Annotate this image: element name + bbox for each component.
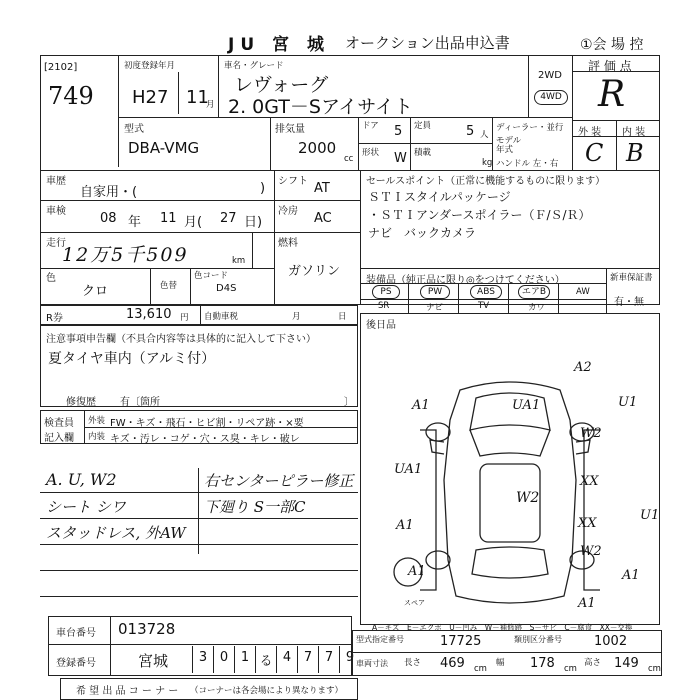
- dims-label: 車両寸法: [356, 659, 388, 668]
- equip-airbag[interactable]: エアB: [518, 285, 550, 299]
- lot-code: [2102]: [44, 62, 78, 73]
- damage-label-xx-right-2: XX: [578, 516, 597, 531]
- drive-4wd: 4WD: [534, 90, 568, 105]
- category-label: 類別区分番号: [514, 635, 562, 644]
- shift-value: AT: [314, 181, 330, 196]
- height-value: 149: [614, 656, 639, 671]
- damage-label-a1-rear: A1: [578, 596, 596, 611]
- rear-items-label: 後日品: [366, 320, 396, 331]
- sales-point-1: ＳＴＩスタイルパッケージ: [368, 190, 511, 204]
- damage-label-w2-roof: W2: [516, 490, 540, 506]
- damage-label-xx-right-1: XX: [580, 474, 599, 489]
- usage-value: 自家用・(: [80, 185, 138, 200]
- damage-label-ua1-left: UA1: [394, 462, 423, 477]
- corner-note: （コーナーは各会場により異なります）: [190, 686, 344, 696]
- sales-point-2: ・ＳＴＩアンダースポイラー（Ｆ/Ｓ/Ｒ）: [368, 208, 591, 222]
- color-code: D4S: [216, 283, 237, 294]
- inspector-int-items: キズ・汚レ・コゲ・穴・ス臭・キレ・破レ: [110, 434, 300, 445]
- vehicle-name-label: 車名・グレード: [224, 61, 284, 71]
- inspector-ext-label: 外装: [88, 416, 106, 426]
- handwritten-left-1: A. U, W2: [46, 470, 117, 489]
- reg-digit: 9: [339, 646, 360, 673]
- grade-score: R: [598, 74, 626, 115]
- length-value: 469: [440, 656, 465, 671]
- equip-leather: カワ: [528, 303, 546, 313]
- equip-pw[interactable]: PW: [420, 285, 450, 299]
- inspection-day-unit: 日): [244, 215, 263, 230]
- height-label: 高さ: [584, 658, 602, 668]
- fuel-label: 燃料: [278, 238, 298, 249]
- manual-label: 新車保証書: [610, 273, 653, 283]
- sales-point-3: ナビ バックカメラ: [368, 226, 477, 240]
- registration-digits: [192, 646, 360, 673]
- lot-number: 749: [48, 82, 94, 110]
- inspector-int-label: 内装: [88, 432, 106, 442]
- damage-label-a1-front-left: A1: [412, 398, 430, 413]
- copy-label: ①会 場 控: [580, 37, 644, 53]
- exterior-grade: C: [585, 139, 604, 167]
- recycle-label: R券: [46, 313, 63, 324]
- mileage-label: 走行: [46, 238, 66, 249]
- car-number: 013728: [118, 620, 176, 638]
- damage-label-a1-spare: A1: [408, 564, 426, 579]
- inspection-year: 08: [100, 211, 117, 226]
- tax-month-unit: 月: [292, 312, 301, 322]
- first-registration-month: 11: [186, 87, 209, 108]
- inspection-label: 車検: [46, 206, 66, 217]
- color-change-label: 色替: [160, 281, 178, 291]
- reg-digit: 3: [192, 646, 213, 673]
- interior-label: 内 装: [622, 127, 646, 138]
- category-value: 1002: [594, 634, 628, 649]
- damage-label-w2-front-right: W2: [580, 426, 602, 441]
- inspection-month: 11: [160, 211, 177, 226]
- inspection-day: 27: [220, 211, 237, 226]
- height-unit: cm: [648, 664, 661, 674]
- repair-value: 有〔箇所: [120, 397, 160, 408]
- ac-value: AC: [314, 211, 332, 226]
- certified-value: 17725: [440, 634, 482, 649]
- form-title: オークション出品申込書: [345, 34, 510, 52]
- capacity-label: 定員: [414, 121, 432, 131]
- first-registration-year: H27: [132, 87, 169, 108]
- handle-label: ハンドル 左・右: [496, 159, 559, 169]
- damage-label-u1-right: U1: [640, 508, 660, 523]
- displacement-unit: cc: [344, 154, 354, 164]
- width-unit: cm: [564, 664, 577, 674]
- manual-value: 有・無: [614, 297, 644, 308]
- color-value: クロ: [82, 284, 109, 299]
- fuel-value: ガソリン: [288, 264, 341, 279]
- equip-abs[interactable]: ABS: [470, 285, 502, 299]
- usage-label: 車歴: [46, 176, 66, 187]
- capacity-unit: 人: [480, 130, 489, 140]
- recycle-row: [40, 305, 358, 325]
- interior-grade: B: [626, 139, 644, 167]
- model-label: 型式: [124, 124, 144, 135]
- shape-value: W: [394, 151, 407, 166]
- inspector-ext-items: FW・キズ・飛石・ヒビ割・リペア跡・×要: [110, 418, 304, 429]
- vehicle-name: レヴォーグ: [234, 74, 329, 96]
- capacity-value: 5: [466, 124, 475, 139]
- damage-legend: A－キズ E－エクボ U－凹み W－補修跡 S－サビ C－腐食 XX－交換: [372, 623, 633, 632]
- month-unit: 月: [206, 100, 215, 110]
- car-number-label: 車台番号: [56, 628, 96, 639]
- sales-point-header: セールスポイント（正常に機能するものに限ります）: [366, 176, 606, 187]
- reg-digit: 7: [297, 646, 318, 673]
- damage-label-ua1-hood: UA1: [512, 398, 541, 413]
- shape-label: 形状: [362, 148, 380, 158]
- reg-digit: 0: [213, 646, 234, 673]
- spare-label: スペア: [404, 599, 425, 607]
- reg-digit: る: [255, 646, 276, 673]
- repair-label: 修復歴: [66, 397, 96, 408]
- load-label: 積載: [414, 148, 432, 158]
- reg-digit: 4: [276, 646, 297, 673]
- equip-ps[interactable]: PS: [372, 285, 400, 299]
- registration-city: 宮城: [138, 652, 169, 670]
- brand-logo: JU 宮 城: [228, 35, 330, 55]
- handwritten-right-1: 右センターピラー修正: [204, 472, 354, 490]
- drive-2wd: 2WD: [538, 70, 562, 81]
- inspection-month-unit: 月(: [184, 215, 203, 230]
- color-code-label: 色コード: [194, 271, 229, 281]
- width-label: 幅: [496, 658, 505, 668]
- mileage-value: 12万5千509: [62, 244, 189, 266]
- equip-navi: ナビ: [426, 303, 444, 313]
- damage-label-u1-front-right: U1: [618, 395, 638, 410]
- inspector-label-1: 検査員: [44, 418, 74, 429]
- damage-label-a1-left-rear: A1: [396, 518, 414, 533]
- repair-close: 〕: [344, 397, 354, 408]
- recycle-unit: 円: [180, 313, 189, 323]
- reg-digit: 7: [318, 646, 339, 673]
- load-unit: kg: [482, 158, 493, 168]
- registration-label: 登録番号: [56, 658, 96, 669]
- model-year-label: モデル 年式: [496, 136, 522, 155]
- usage-close: ): [260, 181, 266, 196]
- notes-line-1: 夏タイヤ車内（アルミ付）: [48, 351, 216, 367]
- equipment-header: 装備品（純正品に限り◎をつけてください）: [366, 275, 565, 286]
- car-tax-label: 自動車税: [204, 312, 239, 322]
- mileage-unit: km: [232, 256, 246, 266]
- inspector-label-2: 記入欄: [44, 433, 74, 444]
- damage-label-a2: A2: [574, 360, 592, 375]
- shift-label: シフト: [278, 176, 308, 187]
- displacement-label: 排気量: [275, 124, 305, 135]
- first-registration-label: 初度登録年月: [124, 61, 176, 71]
- displacement-value: 2000: [298, 139, 337, 157]
- exterior-label: 外 装: [578, 127, 602, 138]
- certified-label: 型式指定番号: [356, 635, 404, 644]
- handwritten-right-2: 下廻り S一部C: [204, 498, 306, 516]
- notes-header: 注意事項申告欄（不具合内容等は具体的に記入して下さい）: [46, 334, 316, 345]
- vehicle-grade: 2. 0GT－Sアイサイト: [228, 96, 413, 118]
- dealer-label: ディーラー・並行: [496, 123, 564, 133]
- ac-label: 冷房: [278, 206, 298, 217]
- recycle-value: 13,610: [126, 307, 172, 322]
- length-label: 長さ: [404, 658, 422, 668]
- handwritten-left-3: スタッドレス, 外AW: [46, 524, 186, 542]
- equip-sr: SR: [378, 301, 390, 311]
- width-value: 178: [530, 656, 555, 671]
- inspection-year-unit: 年: [128, 215, 142, 230]
- equip-tv: TV: [478, 301, 490, 311]
- grade-label: 評 価 点: [588, 59, 632, 73]
- reg-digit: 1: [234, 646, 255, 673]
- doors-label: ドア: [362, 121, 379, 131]
- doors-value: 5: [394, 124, 403, 139]
- equip-aw: AW: [576, 287, 590, 297]
- color-label: 色: [46, 273, 56, 284]
- corner-label: 希 望 出 品 コ ー ナ ー: [76, 686, 179, 697]
- tax-day-unit: 日: [338, 312, 347, 322]
- model-value: DBA-VMG: [128, 139, 200, 157]
- damage-label-a1-rear-right: A1: [622, 568, 640, 583]
- handwritten-left-2: シート シワ: [46, 498, 126, 516]
- damage-label-w2-rear-right: W2: [580, 544, 602, 559]
- length-unit: cm: [474, 664, 487, 674]
